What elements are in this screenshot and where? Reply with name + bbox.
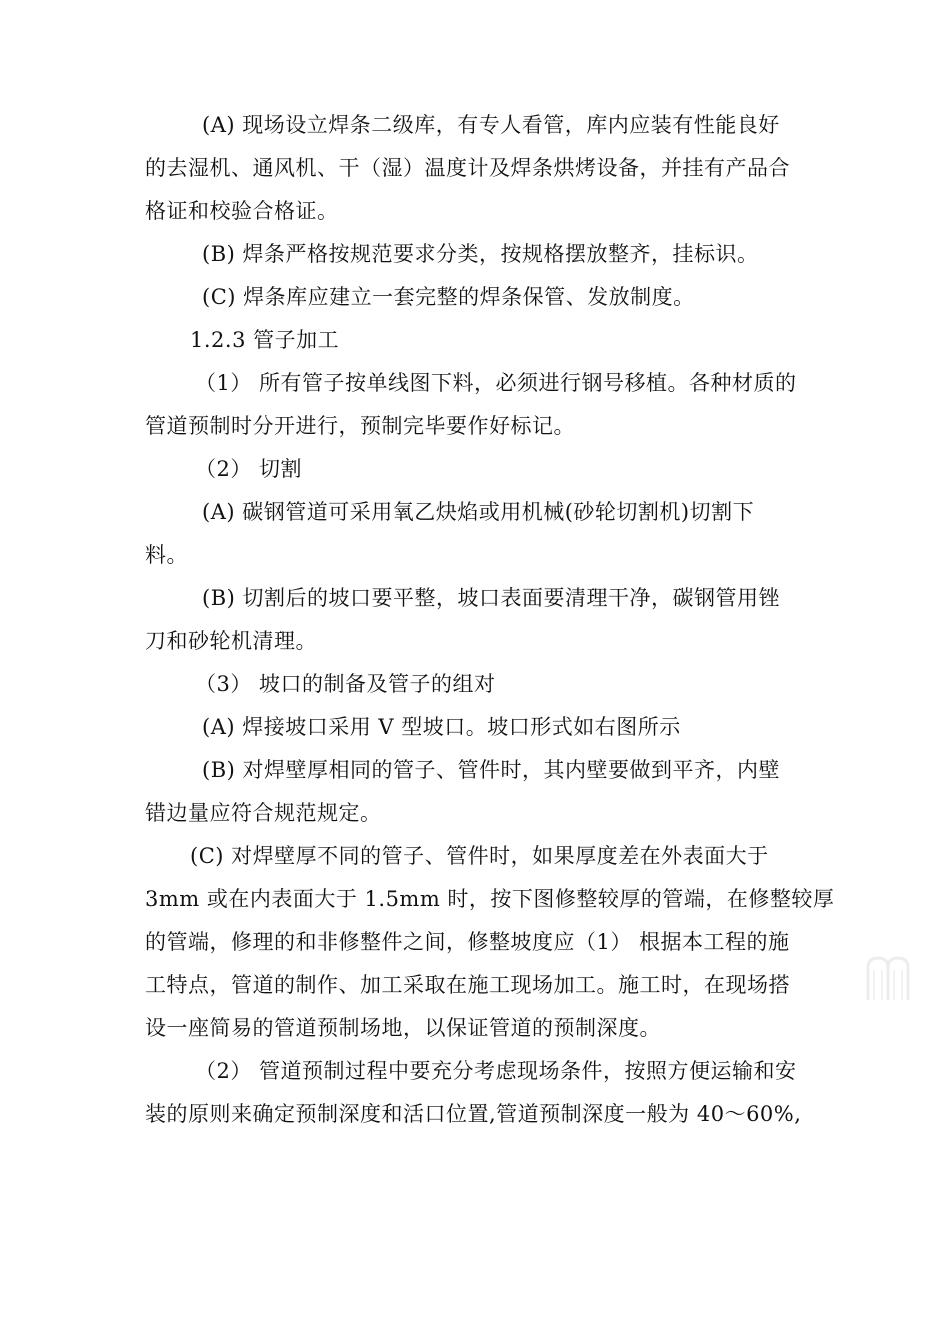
watermark-logo-icon	[862, 950, 914, 1006]
text-line-4: (B) 焊条严格按规范要求分类，按规格摆放整齐，挂标识。	[202, 242, 759, 266]
text-line-21: 工特点，管道的制作、加工采取在施工现场加工。施工时，在现场搭	[145, 973, 790, 997]
text-line-17: 错边量应符合规范规定。	[145, 801, 382, 825]
subheading-bevel: （3） 坡口的制备及管子的组对	[195, 672, 496, 696]
text-line-5: (C) 焊条库应建立一套完整的焊条保管、发放制度。	[202, 285, 695, 309]
text-line-2: 的去湿机、通风机、干（湿）温度计及焊条烘烤设备，并挂有产品合	[145, 156, 790, 180]
text-line-23: （2） 管道预制过程中要充分考虑现场条件，按照方便运输和安	[195, 1059, 797, 1083]
subheading-cutting: （2） 切割	[195, 457, 303, 481]
text-line-13: 刀和砂轮机清理。	[145, 629, 317, 653]
text-line-10: (A) 碳钢管道可采用氧乙炔焰或用机械(砂轮切割机)切割下	[202, 500, 755, 524]
text-line-12: (B) 切割后的坡口要平整，坡口表面要清理干净，碳钢管用锉	[202, 586, 780, 610]
section-heading: 1.2.3 管子加工	[190, 328, 340, 352]
text-line-1: (A) 现场设立焊条二级库，有专人看管，库内应装有性能良好	[202, 113, 780, 137]
text-line-11: 料。	[145, 543, 188, 567]
text-line-18: (C) 对焊壁厚不同的管子、管件时，如果厚度差在外表面大于	[190, 844, 769, 868]
text-line-8: 管道预制时分开进行，预制完毕要作好标记。	[145, 414, 575, 438]
text-line-7: （1） 所有管子按单线图下料，必须进行钢号移植。各种材质的	[195, 371, 797, 395]
text-line-16: (B) 对焊壁厚相同的管子、管件时，其内壁要做到平齐，内壁	[202, 758, 780, 782]
text-line-15: (A) 焊接坡口采用 V 型坡口。坡口形式如右图所示	[202, 715, 681, 739]
text-line-22: 设一座简易的管道预制场地，以保证管道的预制深度。	[145, 1016, 661, 1040]
text-line-19: 3mm 或在内表面大于 1.5mm 时，按下图修整较厚的管端，在修整较厚	[145, 887, 835, 911]
text-line-3: 格证和校验合格证。	[145, 199, 339, 223]
text-line-20: 的管端，修理的和非修整件之间，修整坡度应（1） 根据本工程的施	[145, 930, 790, 954]
text-line-24: 装的原则来确定预制深度和活口位置,管道预制深度一般为 40～60%,	[145, 1102, 802, 1126]
